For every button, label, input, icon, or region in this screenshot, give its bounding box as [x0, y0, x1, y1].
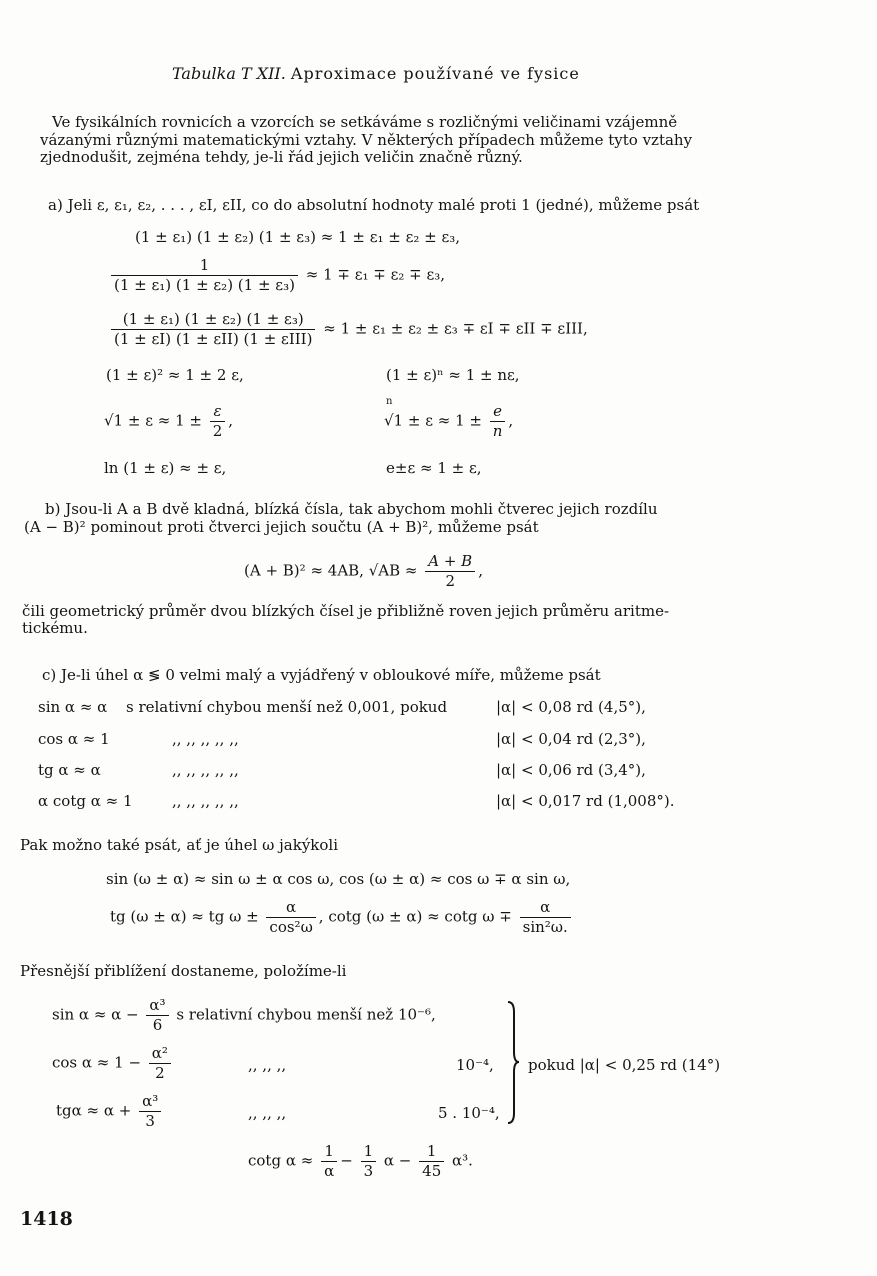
- right-brace-icon: [506, 1000, 520, 1125]
- precise-cos-den: 2: [155, 1063, 165, 1082]
- precise-cos-quotes: ,, ,, ,,: [248, 1056, 287, 1074]
- precise-cotg-d2: 3: [363, 1161, 374, 1180]
- section-c-row-3-formula: tg α ≈ α: [38, 761, 101, 779]
- precise-cotg-mid: α −: [383, 1151, 412, 1170]
- intro-line-2: vázanými různými matematickými vztahy. V některých případech můžeme tyto vztahy: [40, 131, 693, 149]
- precise-condition: pokud |α| < 0,25 rd (14°): [528, 1056, 721, 1074]
- precise-tg: [56, 1092, 164, 1131]
- section-b-eq-num: A + B: [425, 552, 475, 572]
- general-eq2-fraction-1: [266, 898, 315, 937]
- page-title: [172, 64, 580, 83]
- section-a-eq3-rhs: ≈ 1 ± ε₁ ± ε₂ ± ε₃ ∓ εI ∓ εII ∓ εIII,: [323, 319, 588, 338]
- section-a-eq5-right-den: n: [492, 421, 503, 440]
- section-a-eq5-right-num: e: [490, 402, 506, 422]
- precise-sin: [52, 996, 436, 1035]
- section-c-row-1-cond: |α| < 0,08 rd (4,5°),: [496, 698, 646, 716]
- section-c-row-4-formula: α cotg α ≈ 1: [38, 792, 133, 810]
- precise-cos-lhs: cos α ≈ 1 −: [52, 1053, 142, 1072]
- precise-intro: Přesnější přiblížení dostaneme, položíme-li: [20, 962, 347, 980]
- section-a-eq5-right-lhs: √1 ± ε ≈ 1 ±: [384, 411, 482, 430]
- precise-sin-fraction: [146, 996, 168, 1035]
- precise-cotg-n2: 1: [361, 1142, 377, 1162]
- precise-cotg-fraction-2: [361, 1142, 377, 1181]
- section-c-row-2-formula: cos α ≈ 1: [38, 730, 110, 748]
- precise-cotg-d1: α: [324, 1161, 335, 1180]
- section-a-eq5-right: [384, 402, 513, 441]
- precise-cotg-n1: 1: [321, 1142, 337, 1162]
- section-a-eq5-right-index: n: [386, 396, 393, 407]
- section-a-eq5-left-tail: ,: [228, 411, 234, 430]
- precise-sin-lhs: sin α ≈ α −: [52, 1005, 139, 1024]
- section-a-eq4-left: (1 ± ε)² ≈ 1 ± 2 ε,: [106, 366, 244, 384]
- section-b-eq-tail: ,: [478, 561, 483, 580]
- section-a-eq6-right: e±ε ≈ 1 ± ε,: [386, 459, 482, 477]
- intro-line-1: Ve fysikálních rovnicích a vzorcích se setkáváme s rozličnými veličinami vzájemně: [52, 113, 678, 131]
- page-number: 1418: [20, 1208, 73, 1230]
- section-c-row-2-text: ,, ,, ,, ,, ,,: [172, 730, 239, 748]
- section-b-eq-fraction: [425, 552, 475, 591]
- precise-tg-lhs: tgα ≈ α +: [56, 1101, 132, 1120]
- section-c-row-4-cond: |α| < 0,017 rd (1,008°).: [496, 792, 675, 810]
- section-c-row-4-text: ,, ,, ,, ,, ,,: [172, 792, 239, 810]
- general-eq2-den: cos²ω: [269, 917, 313, 936]
- section-a-eq5-left-num: ε: [210, 402, 226, 422]
- precise-cotg-lhs: cotg α ≈: [248, 1151, 314, 1170]
- section-a-eq5-left-lhs: √1 ± ε ≈ 1 ±: [104, 411, 202, 430]
- precise-cotg-d3: 45: [422, 1161, 442, 1180]
- table-label: Tabulka T XII.: [172, 64, 286, 83]
- section-b-line-3: čili geometrický průměr dvou blízkých čísel je přibližně roven jejich průměru aritme-: [22, 602, 670, 620]
- precise-cotg-minus: −: [340, 1151, 353, 1170]
- general-eq2-fraction-2: [520, 898, 571, 937]
- section-b-line-1: b) Jsou-li A a B dvě kladná, blízká čísla, tak abychom mohli čtverec jejich rozdílu: [45, 500, 658, 518]
- section-a-eq3-den: (1 ± εI) (1 ± εII) (1 ± εIII): [114, 329, 313, 348]
- precise-cotg-fraction-3: [419, 1142, 444, 1181]
- precise-sin-den: 6: [152, 1015, 163, 1034]
- general-eq2-den2: sin²ω.: [522, 917, 568, 936]
- precise-sin-text: s relativní chybou menší než 10⁻⁶,: [176, 1005, 436, 1024]
- section-a-eq2-fraction: [111, 256, 298, 295]
- section-a-eq4-right: (1 ± ε)ⁿ ≈ 1 ± nε,: [386, 366, 520, 384]
- section-a-eq2-rhs: ≈ 1 ∓ ε₁ ∓ ε₂ ∓ ε₃,: [305, 265, 446, 284]
- precise-sin-num: α³: [146, 996, 168, 1016]
- section-a-eq3-num: (1 ± ε₁) (1 ± ε₂) (1 ± ε₃): [111, 310, 315, 330]
- section-c-row-3-text: ,, ,, ,, ,, ,,: [172, 761, 239, 779]
- precise-cotg: [248, 1142, 473, 1181]
- general-eq1: sin (ω ± α) ≈ sin ω ± α cos ω, cos (ω ± α) ≈ cos ω ∓ α sin ω,: [106, 870, 571, 888]
- table-title-text: Aproximace používané ve fysice: [290, 64, 580, 83]
- section-a-eq2-num: 1: [111, 256, 298, 276]
- precise-cotg-fraction-1: [321, 1142, 337, 1181]
- section-c-row-1-formula: sin α ≈ α: [38, 698, 108, 716]
- general-eq2-lhs: tg (ω ± α) ≈ tg ω ±: [110, 907, 259, 926]
- precise-cos-fraction: [149, 1044, 171, 1083]
- general-eq2: [110, 898, 574, 937]
- section-b-eq-den: 2: [445, 571, 455, 590]
- precise-cotg-n3: 1: [419, 1142, 444, 1162]
- general-eq2-mid: , cotg (ω ± α) ≈ cotg ω ∓: [318, 907, 512, 926]
- precise-cos-error: 10⁻⁴,: [456, 1056, 494, 1074]
- section-a-eq2: [108, 256, 445, 295]
- section-a-eq2-den: (1 ± ε₁) (1 ± ε₂) (1 ± ε₃): [114, 275, 295, 294]
- precise-tg-quotes: ,, ,, ,,: [248, 1104, 287, 1122]
- section-a-eq1: (1 ± ε₁) (1 ± ε₂) (1 ± ε₃) ≈ 1 ± ε₁ ± ε₂ ± ε₃,: [135, 228, 461, 246]
- precise-tg-num: α³: [139, 1092, 161, 1112]
- precise-tg-error: 5 . 10⁻⁴,: [438, 1104, 500, 1122]
- intro-line-3: zjednodušit, zejména tehdy, je-li řád jejich veličin značně různý.: [40, 148, 523, 166]
- section-c-row-1-text: s relativní chybou menší než 0,001, pokud: [126, 698, 448, 716]
- section-c-row-2-cond: |α| < 0,04 rd (2,3°),: [496, 730, 646, 748]
- section-c-intro: c) Je-li úhel α ≶ 0 velmi malý a vyjádřený v obloukové míře, můžeme psát: [42, 666, 601, 684]
- precise-tg-fraction: [139, 1092, 161, 1131]
- section-a-eq5-right-fraction: [490, 402, 506, 441]
- section-b-line-4: tickému.: [22, 619, 88, 637]
- section-b-eq-lhs: (A + B)² ≈ 4AB, √AB ≈: [244, 561, 418, 580]
- section-a-eq3-fraction: [111, 310, 315, 349]
- section-a-eq5-right-tail: ,: [508, 411, 514, 430]
- precise-cotg-tail: α³.: [452, 1151, 473, 1170]
- section-b-eq: [244, 552, 483, 591]
- section-a-eq3: [108, 310, 588, 349]
- general-eq2-num: α: [266, 898, 315, 918]
- section-a-eq5-left: [104, 402, 233, 441]
- precise-cos-num: α²: [149, 1044, 171, 1064]
- precise-cos: [52, 1044, 174, 1083]
- section-b-line-2: (A − B)² pominout proti čtverci jejich součtu (A + B)², můžeme psát: [24, 518, 539, 536]
- section-a-eq6-left: ln (1 ± ε) ≈ ± ε,: [104, 459, 227, 477]
- section-a-intro: a) Jeli ε, ε₁, ε₂, . . . , εI, εII, co do absolutní hodnoty malé proti 1 (jedné), můžeme psát: [48, 196, 700, 214]
- general-intro: Pak možno také psát, ať je úhel ω jakýkoli: [20, 836, 339, 854]
- section-c-row-3-cond: |α| < 0,06 rd (3,4°),: [496, 761, 646, 779]
- section-a-eq5-left-fraction: [210, 402, 226, 441]
- precise-tg-den: 3: [145, 1111, 155, 1130]
- general-eq2-num2: α: [520, 898, 571, 918]
- section-a-eq5-left-den: 2: [212, 421, 223, 440]
